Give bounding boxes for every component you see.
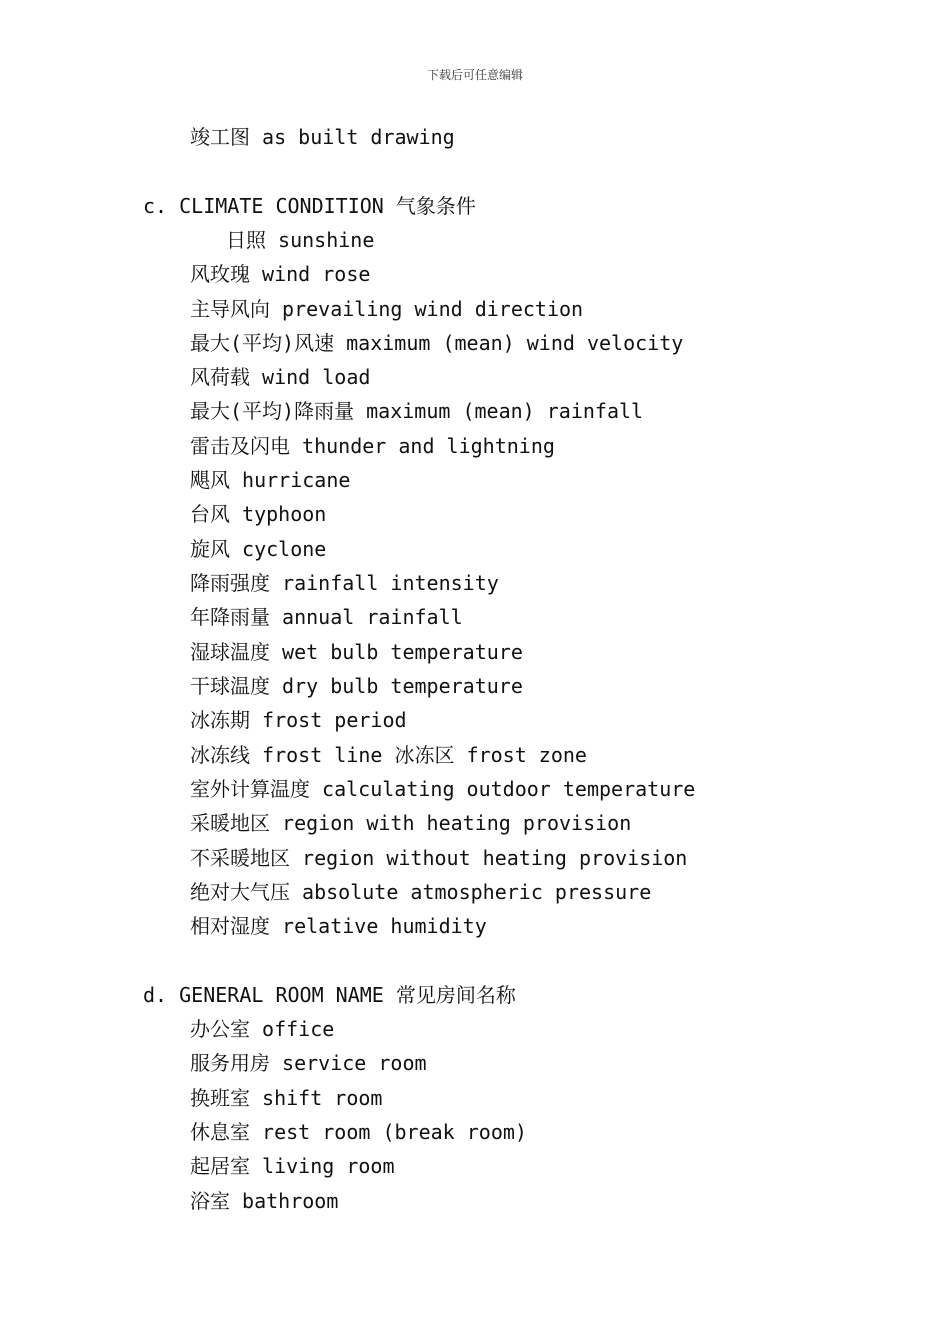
term-line: 起居室 living room xyxy=(190,1154,395,1178)
term-line: 台风 typhoon xyxy=(190,502,327,526)
page-header: 下载后可任意编辑 xyxy=(426,68,523,82)
term-line: 最大(平均)降雨量 maximum (mean) rainfall xyxy=(190,399,644,423)
term-line: 室外计算温度 calculating outdoor temperature xyxy=(190,777,696,801)
term-line: 飓风 hurricane xyxy=(190,468,351,492)
term-line: 最大(平均)风速 maximum (mean) wind velocity xyxy=(190,331,684,355)
term-line: 服务用房 service room xyxy=(190,1051,427,1075)
term-line: 年降雨量 annual rainfall xyxy=(190,605,463,629)
term-line: 不采暖地区 region without heating provision xyxy=(190,846,688,870)
term-line: 干球温度 dry bulb temperature xyxy=(190,674,523,698)
term-line: 雷击及闪电 thunder and lightning xyxy=(190,434,555,458)
term-line: 主导风向 prevailing wind direction xyxy=(190,297,584,321)
term-line: 绝对大气压 absolute atmospheric pressure xyxy=(190,880,652,904)
term-line: 降雨强度 rainfall intensity xyxy=(190,571,499,595)
term-line: 浴室 bathroom xyxy=(190,1189,339,1213)
term-line: 换班室 shift room xyxy=(190,1086,383,1110)
term-line: 冰冻线 frost line 冰冻区 frost zone xyxy=(190,743,587,767)
term-line: 冰冻期 frost period xyxy=(190,708,407,732)
term-line: 休息室 rest room (break room) xyxy=(190,1120,527,1144)
term-line: 旋风 cyclone xyxy=(190,537,327,561)
term-line: 日照 sunshine xyxy=(226,228,375,252)
term-line: 竣工图 as built drawing xyxy=(190,125,455,149)
term-line: 风玫瑰 wind rose xyxy=(190,262,371,286)
term-line: 办公室 office xyxy=(190,1017,335,1041)
section-heading-rooms: d. GENERAL ROOM NAME 常见房间名称 xyxy=(143,983,516,1007)
term-line: 采暖地区 region with heating provision xyxy=(190,811,632,835)
term-line: 风荷载 wind load xyxy=(190,365,371,389)
section-heading-climate: c. CLIMATE CONDITION 气象条件 xyxy=(143,194,476,218)
term-line: 湿球温度 wet bulb temperature xyxy=(190,640,523,664)
term-line: 相对湿度 relative humidity xyxy=(190,914,487,938)
